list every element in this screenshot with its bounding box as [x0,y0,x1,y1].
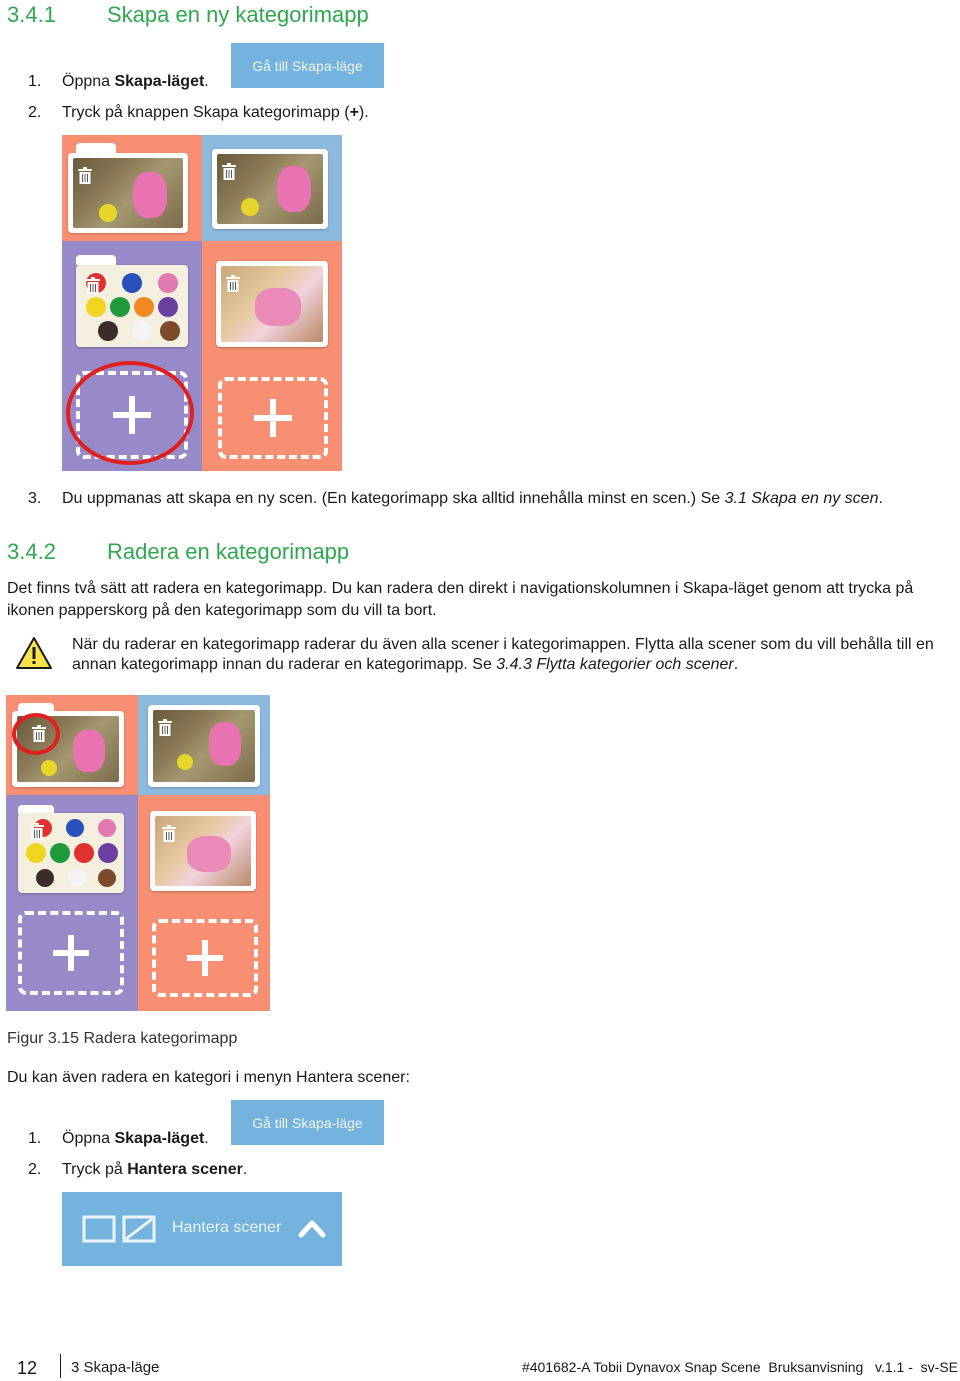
intro-paragraph: Det finns två sätt att radera en kategorimapp. Du kan radera den direkt i navigationskolumnen i Skapa-läget genom att trycka på ikonen papperskorg på den kategorimapp som du vill ta bort. [7,580,914,619]
section-number: 3.4.1 [7,2,56,27]
manage-scenes-button[interactable] [62,1192,342,1266]
single-view-icon [82,1215,116,1243]
chapter-label: 3 Skapa-läge [71,1359,160,1376]
warning-text: När du raderar en kategorimapp raderar du även alla scener i kategorimappen. Flytta alla scener som du vill behålla till en annan kategorimapp innan du raderar en kategorimapp. Se 3.4.3 Flytta kategorier och scener. [72,636,934,673]
create-category-button[interactable] [18,911,124,995]
step-number: 3. [28,490,42,507]
document-info: #401682-A Tobii Dynavox Snap Scene Bruksanvisning v.1.1 - sv-SE [521,1359,958,1375]
create-scene-button[interactable] [152,919,258,997]
scene-thumbnail[interactable] [148,705,260,787]
scene-thumbnail[interactable] [150,811,256,891]
step-text: Tryck på Hantera scener. [62,1161,248,1178]
goto-create-mode-button[interactable]: Gå till Skapa-läge [231,1100,384,1145]
step-text: Du uppmanas att skapa en ny scen. (En kategorimapp ska alltid innehålla minst en scen.) Se 3.1 Skapa en ny scen. [62,490,883,507]
step-number: 2. [28,104,42,121]
trash-icon[interactable] [226,275,240,292]
trash-icon[interactable] [86,277,100,294]
chevron-up-icon [298,1218,326,1238]
trash-icon[interactable] [158,719,172,736]
trash-icon[interactable] [30,823,44,840]
step-number: 1. [28,73,42,90]
category-thumbnail[interactable] [68,153,188,233]
step-number: 2. [28,1161,42,1178]
section-title: Radera en kategorimapp [107,539,350,564]
step-text: Öppna Skapa-läget. [62,73,209,90]
highlight-circle [66,361,194,465]
scene-thumbnail[interactable] [212,149,328,229]
goto-create-mode-button[interactable]: Gå till Skapa-läge [231,43,384,88]
step-number: 1. [28,1130,42,1147]
category-thumbnail[interactable] [18,813,124,893]
highlight-circle [12,713,60,755]
alt-method-text: Du kan även radera en kategori i menyn Hantera scener: [7,1069,410,1086]
edit-view-icon [122,1215,156,1243]
create-scene-button[interactable] [218,377,328,459]
manage-scenes-label: Hantera scener [172,1219,282,1236]
delete-folder-figure [6,695,270,1011]
trash-icon[interactable] [162,825,176,842]
scene-thumbnail[interactable] [216,261,328,347]
create-folder-figure [62,135,342,471]
step-text: Öppna Skapa-läget. [62,1130,209,1147]
step-text: Tryck på knappen Skapa kategorimapp (+). [62,104,369,121]
figure-caption: Figur 3.15 Radera kategorimapp [7,1030,238,1047]
category-thumbnail[interactable] [76,265,188,347]
trash-icon[interactable] [222,163,236,180]
section-title: Skapa en ny kategorimapp [107,2,369,27]
page-number: 12 [17,1358,38,1378]
warning-icon [15,636,53,670]
footer-divider [60,1354,61,1378]
trash-icon[interactable] [78,167,92,184]
section-number: 3.4.2 [7,539,56,564]
